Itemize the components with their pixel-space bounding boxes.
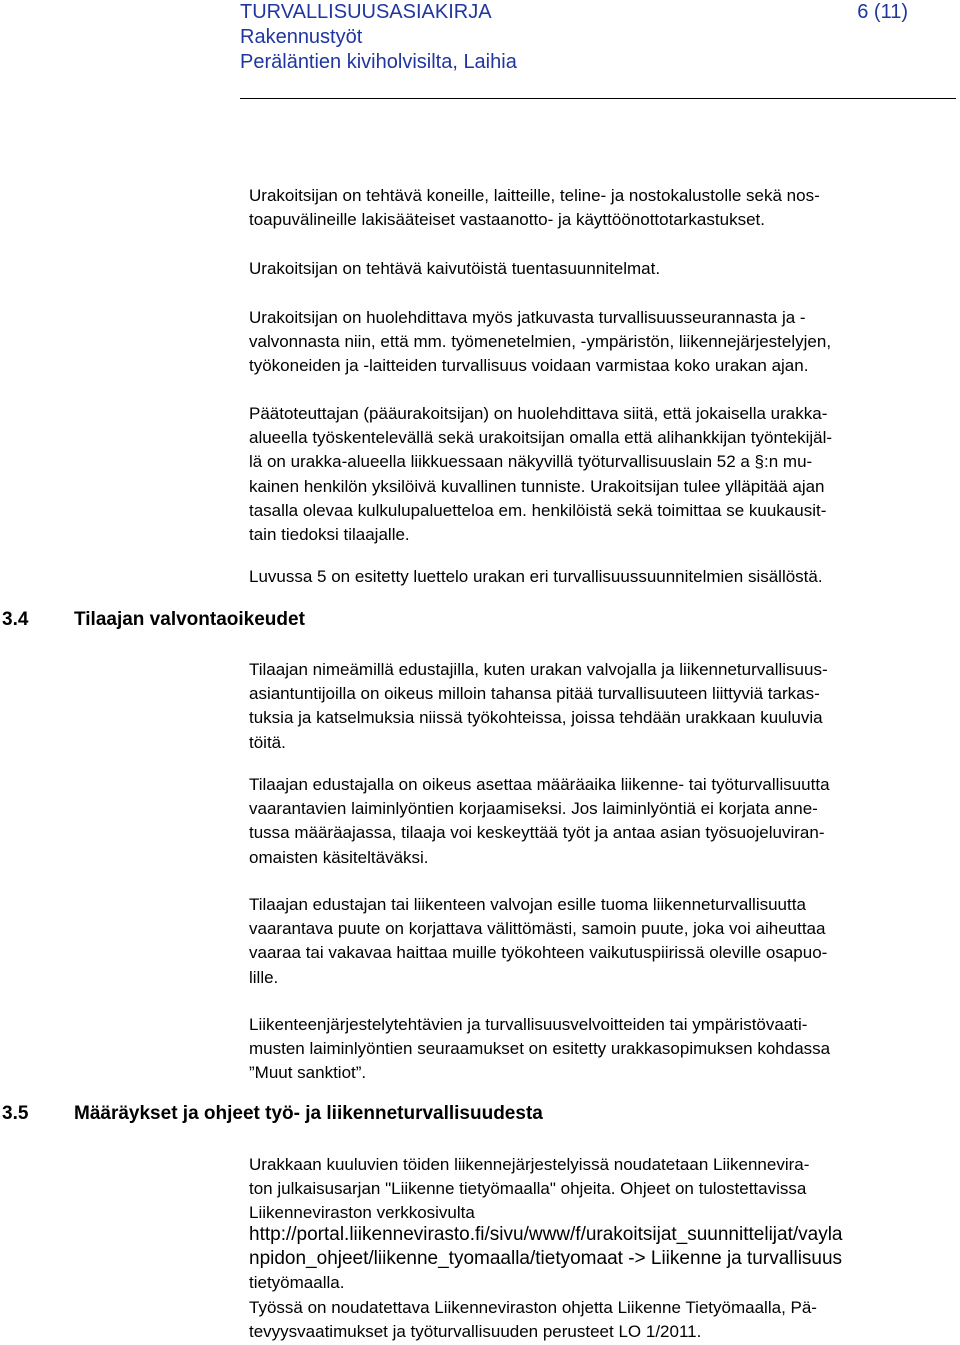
document-title: TURVALLISUUSASIAKIRJA <box>240 1 492 23</box>
paragraph <box>249 893 953 990</box>
section-heading <box>2 1103 543 1125</box>
page-number: 6 (11) <box>857 1 908 23</box>
paragraph <box>249 402 953 547</box>
text-line: Urakoitsijan on huolehdittava myös jatkuvasta turvallisuusseurannasta ja - <box>249 308 806 327</box>
text-line: kainen henkilön yksilöivä kuvallinen tunniste. Urakoitsijan tulee ylläpitää ajan <box>249 476 825 496</box>
text-line: Urakkaan kuuluvien töiden liikennejärjestelyissä noudatetaan Liikennevira- <box>249 1155 810 1174</box>
paragraph <box>249 184 953 232</box>
text-line: työkoneiden ja -laitteiden turvallisuus voidaan varmistaa koko urakan ajan. <box>249 356 809 376</box>
text-line: musten laiminlyöntien seuraamukset on esitetty urakkasopimuksen kohdassa <box>249 1039 831 1059</box>
section-number: 3.5 <box>2 1103 29 1124</box>
paragraph <box>249 658 953 755</box>
paragraph <box>249 773 953 870</box>
paragraph <box>249 1223 953 1344</box>
text-line: toapuvälineille lakisääteiset vastaanotto- ja käyttöönottotarkastukset. <box>249 210 765 230</box>
project-name: Peräläntien kiviholvisilta, Laihia <box>240 51 517 73</box>
text-line: Liikenneviraston verkkosivulta <box>249 1203 475 1223</box>
text-line: asiantuntijoilla on oikeus milloin tahansa pitää turvallisuuteen liittyviä tarkas- <box>249 684 820 704</box>
paragraph <box>249 1013 953 1086</box>
section-heading <box>2 609 305 631</box>
url-link[interactable]: http://portal.liikennevirasto.fi/sivu/www/f/urakoitsijat_suunnittelijat/vayla <box>249 1224 843 1245</box>
paragraph <box>249 257 953 281</box>
text-line: tussa määräajassa, tilaaja voi keskeyttää työt ja antaa asian työsuojeluviran- <box>249 823 825 843</box>
text-line: tasalla olevaa kulkulupaluetteloa em. henkilöistä sekä toimittaa se kuukausit- <box>249 500 827 520</box>
text-line: Liikenteenjärjestelytehtävien ja turvallisuusvelvoitteiden tai ympäristövaati- <box>249 1015 808 1034</box>
text-line: ton julkaisusarjan "Liikenne tietyömaalla" ohjeita. Ohjeet on tulostettavissa <box>249 1179 807 1199</box>
text-line: valvonnasta niin, että mm. työmenetelmien, -ympäristön, liikennejärjestelyjen, <box>249 332 832 352</box>
text-line: tietyömaalla. <box>249 1273 345 1293</box>
text-line: tevyysvaatimukset ja työturvallisuuden perusteet LO 1/2011. <box>249 1321 702 1341</box>
text-line: npidon_ohjeet/liikenne_tyomaalla/tietyomaat -> Liikenne ja turvallisuus <box>249 1248 843 1270</box>
text-line: Päätoteuttajan (pääurakoitsijan) on huolehdittava siitä, että jokaisella urakka- <box>249 404 828 423</box>
document-header <box>240 0 908 75</box>
paragraph <box>249 306 953 379</box>
text-line: ”Muut sanktiot”. <box>249 1063 367 1083</box>
text-line: omaisten käsiteltäväksi. <box>249 847 429 867</box>
text-line: vaaraa tai vakavaa haittaa muille työkohteen vaikutuspiirissä oleville osapuo- <box>249 943 828 963</box>
paragraph <box>249 565 953 589</box>
paragraph <box>249 1153 953 1226</box>
text-line: tain tiedoksi tilaajalle. <box>249 525 410 545</box>
text-line: Tilaajan nimeämillä edustajilla, kuten urakan valvojalla ja liikenneturvallisuus- <box>249 660 828 679</box>
text-line: Tilaajan edustajan tai liikenteen valvojan esille tuoma liikenneturvallisuutta <box>249 895 806 914</box>
section-number: 3.4 <box>2 609 29 630</box>
text-line: Urakoitsijan on tehtävä koneille, laitteille, teline- ja nostokalustolle sekä nos- <box>249 186 820 205</box>
document-subtitle: Rakennustyöt <box>240 26 363 48</box>
text-line: Luvussa 5 on esitetty luettelo urakan eri turvallisuussuunnitelmien sisällöstä. <box>249 567 823 586</box>
text-line: Tilaajan edustajalla on oikeus asettaa määräaika liikenne- tai työturvallisuutta <box>249 775 830 794</box>
text-line: töitä. <box>249 732 286 752</box>
text-line: tuksia ja katselmuksia niissä työkohteissa, joissa tehdään urakkaan kuuluvia <box>249 708 823 728</box>
text-line: Urakoitsijan on tehtävä kaivutöistä tuentasuunnitelmat. <box>249 259 661 278</box>
section-title: Määräykset ja ohjeet työ- ja liikenneturvallisuudesta <box>74 1103 543 1124</box>
text-line: Työssä on noudatettava Liikenneviraston ohjetta Liikenne Tietyömaalla, Pä- <box>249 1297 817 1317</box>
text-line: alueella työskentelevällä sekä urakoitsijan omalla että alihankkijan työntekijäl- <box>249 428 833 448</box>
header-rule <box>240 98 956 99</box>
text-line: lille. <box>249 967 279 987</box>
section-title: Tilaajan valvontaoikeudet <box>74 609 305 630</box>
text-line: lä on urakka-alueella liikkuessaan näkyvillä työturvallisuuslain 52 a §:n mu- <box>249 452 813 472</box>
text-line: vaarantavien laiminlyöntien korjaamiseksi. Jos laiminlyöntiä ei korjata anne- <box>249 799 818 819</box>
text-line: vaarantava puute on korjattava välittömästi, samoin puute, joka voi aiheuttaa <box>249 919 826 939</box>
